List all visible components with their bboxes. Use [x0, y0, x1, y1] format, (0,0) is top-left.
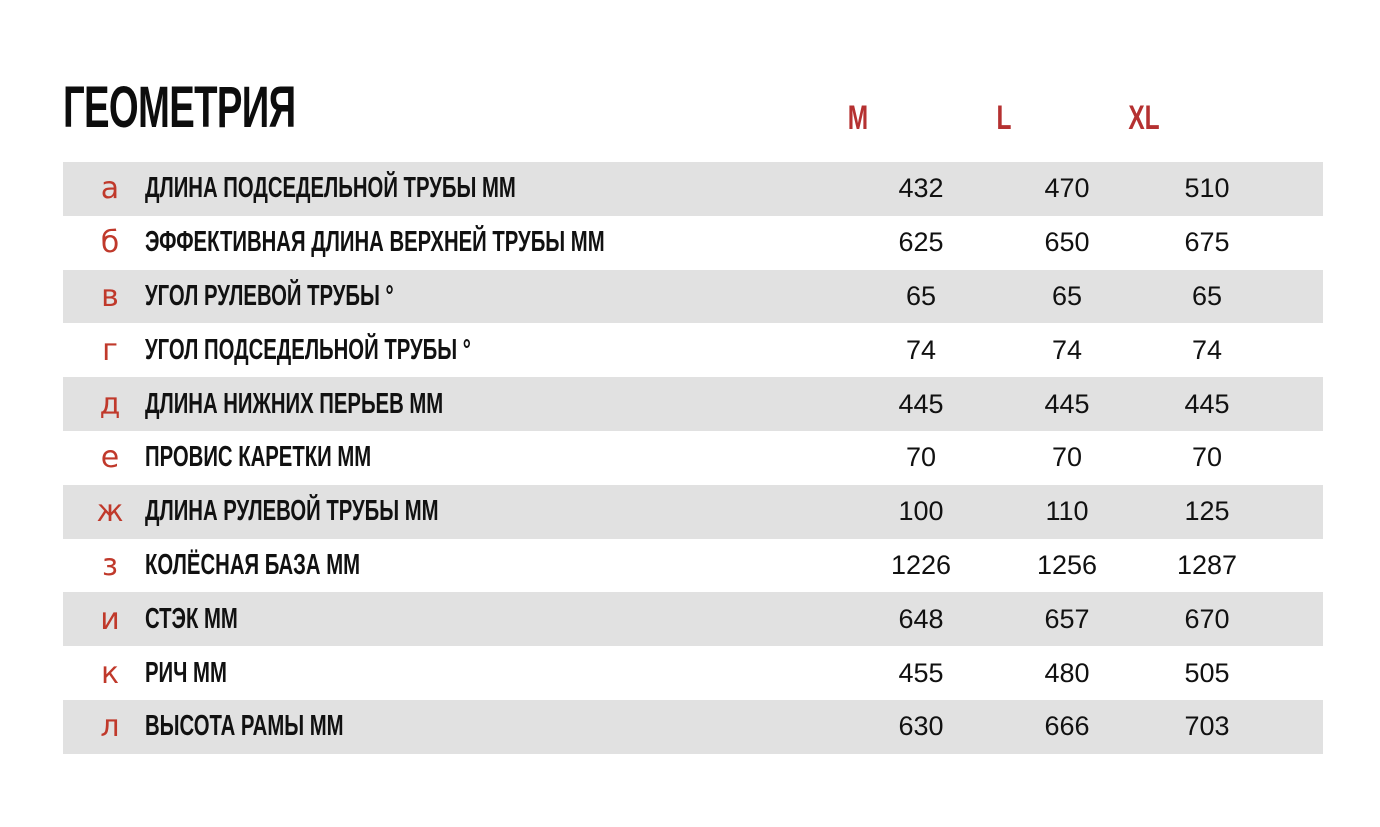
- size-header-l: L: [996, 99, 1012, 137]
- row-parameter: КОЛЁСНАЯ БАЗА ММ: [145, 548, 361, 581]
- row-value-m: 74: [905, 334, 937, 365]
- table-row: [63, 539, 1323, 593]
- size-header-m: M: [847, 99, 869, 137]
- row-value-m: 100: [898, 496, 944, 527]
- row-parameter: ВЫСОТА РАМЫ ММ: [145, 710, 344, 743]
- table-row: [63, 270, 1323, 324]
- table-row: [63, 216, 1323, 270]
- row-parameter: РИЧ ММ: [145, 656, 227, 689]
- row-value-xl: 670: [1184, 603, 1230, 634]
- row-value-xl: 1287: [1176, 549, 1238, 580]
- row-value-l: 445: [1044, 388, 1090, 419]
- row-value-l: 480: [1044, 657, 1090, 688]
- row-value-xl: 445: [1184, 388, 1230, 419]
- table-row: [63, 323, 1323, 377]
- row-letter: в: [101, 278, 119, 314]
- row-value-l: 74: [1051, 334, 1083, 365]
- row-letter: и: [100, 601, 120, 637]
- row-value-l: 110: [1045, 496, 1089, 527]
- row-letter: г: [102, 332, 118, 368]
- row-value-xl: 505: [1184, 657, 1230, 688]
- row-letter: а: [100, 171, 120, 207]
- row-parameter: ДЛИНА ПОДСЕДЕЛЬНОЙ ТРУБЫ ММ: [145, 172, 516, 205]
- row-value-m: 625: [898, 227, 944, 258]
- row-value-m: 1226: [890, 549, 952, 580]
- row-parameter: СТЭК ММ: [145, 602, 238, 635]
- row-letter: л: [100, 709, 120, 745]
- row-value-l: 650: [1044, 227, 1090, 258]
- row-value-m: 630: [898, 711, 944, 742]
- row-letter: б: [100, 225, 120, 261]
- row-value-m: 648: [898, 603, 944, 634]
- page-title: ГЕОМЕТРИЯ: [63, 75, 296, 140]
- row-letter: д: [99, 386, 121, 422]
- row-value-xl: 675: [1184, 227, 1230, 258]
- row-letter: з: [102, 547, 118, 583]
- row-value-xl: 703: [1184, 711, 1230, 742]
- row-parameter: ДЛИНА НИЖНИХ ПЕРЬЕВ ММ: [145, 387, 444, 420]
- row-value-m: 65: [905, 280, 937, 311]
- table-row: [63, 646, 1323, 700]
- table-row: [63, 431, 1323, 485]
- row-value-xl: 65: [1191, 280, 1223, 311]
- table-row: [63, 592, 1323, 646]
- row-value-l: 1256: [1036, 549, 1098, 580]
- row-parameter: УГОЛ РУЛЕВОЙ ТРУБЫ °: [145, 279, 394, 312]
- size-header-xl: XL: [1128, 99, 1160, 137]
- row-parameter: ПРОВИС КАРЕТКИ ММ: [145, 441, 372, 474]
- row-letter: ж: [96, 494, 124, 530]
- table-row: [63, 162, 1323, 216]
- table-row: [63, 377, 1323, 431]
- row-value-m: 445: [898, 388, 944, 419]
- row-value-xl: 510: [1184, 173, 1230, 204]
- row-value-l: 65: [1051, 280, 1083, 311]
- row-parameter: УГОЛ ПОДСЕДЕЛЬНОЙ ТРУБЫ °: [145, 333, 471, 366]
- row-value-m: 432: [898, 173, 944, 204]
- row-value-xl: 70: [1191, 442, 1223, 473]
- row-value-xl: 125: [1184, 496, 1230, 527]
- row-value-m: 70: [905, 442, 937, 473]
- table-row: [63, 700, 1323, 754]
- row-value-m: 455: [898, 657, 944, 688]
- row-letter: е: [100, 440, 120, 476]
- row-value-l: 666: [1044, 711, 1090, 742]
- row-value-l: 657: [1044, 603, 1090, 634]
- row-value-l: 70: [1051, 442, 1083, 473]
- row-letter: к: [100, 655, 120, 691]
- row-value-xl: 74: [1191, 334, 1223, 365]
- row-parameter: ЭФФЕКТИВНАЯ ДЛИНА ВЕРХНЕЙ ТРУБЫ ММ: [145, 226, 605, 259]
- row-value-l: 470: [1044, 173, 1090, 204]
- row-parameter: ДЛИНА РУЛЕВОЙ ТРУБЫ ММ: [145, 495, 439, 528]
- table-row: [63, 485, 1323, 539]
- geometry-table: [63, 162, 1323, 754]
